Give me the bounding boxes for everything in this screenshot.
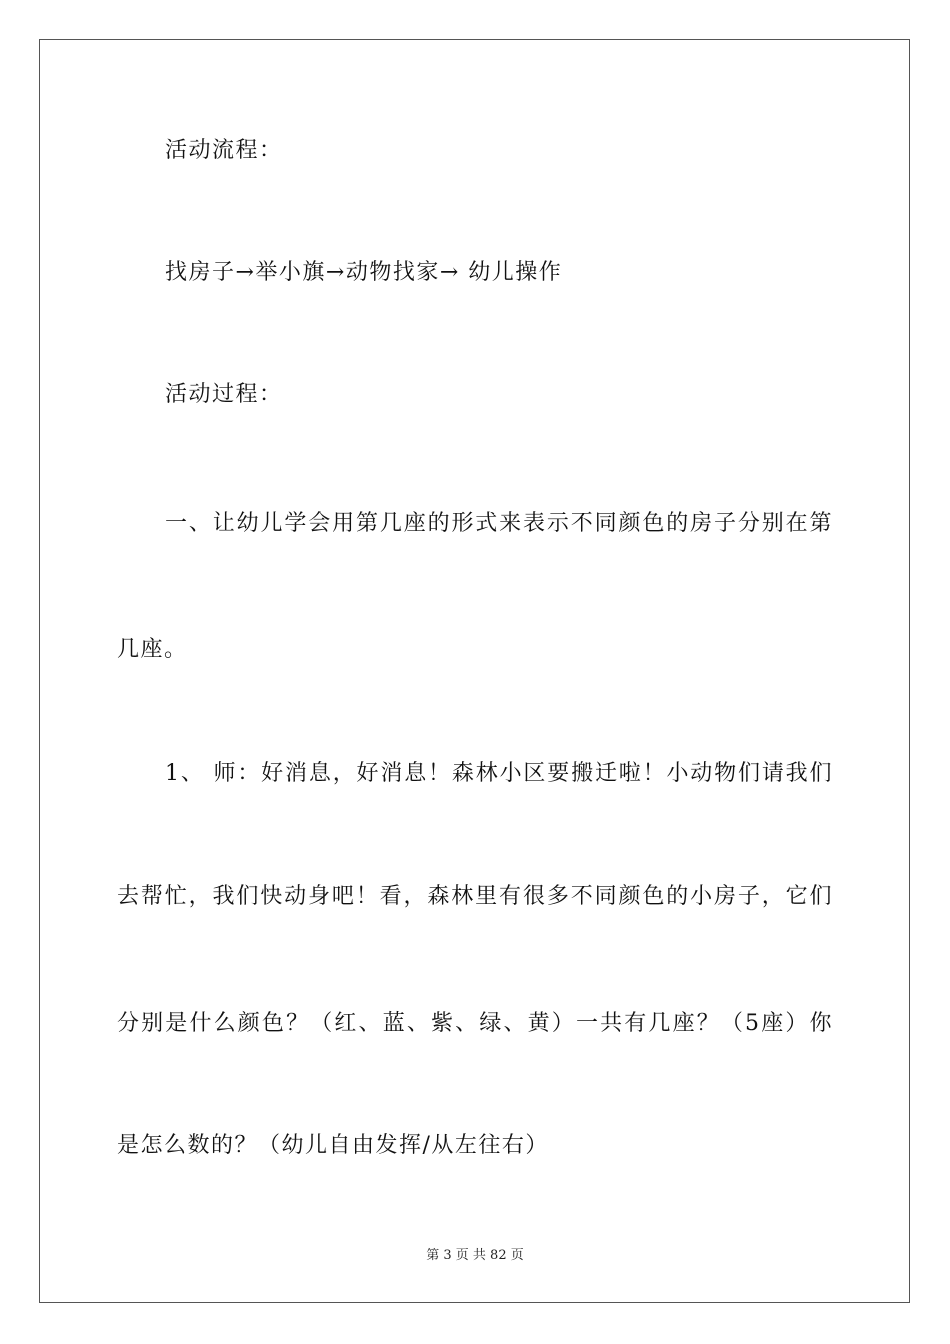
page-number-footer: 第 3 页 共 82 页	[426, 1248, 524, 1263]
page-border	[39, 39, 910, 1303]
activity-flow-steps: 找房子→举小旗→动物找家→ 幼儿操作	[165, 260, 563, 285]
paragraph-1-line-3: 分别是什么颜色？（红、蓝、紫、绿、黄）一共有几座？（5座）你	[117, 1011, 833, 1036]
paragraph-1-line-2: 去帮忙，我们快动身吧！看，森林里有很多不同颜色的小房子，它们	[117, 884, 833, 909]
heading-activity-process: 活动过程：	[165, 382, 283, 407]
paragraph-1-line-4: 是怎么数的？（幼儿自由发挥/从左往右）	[117, 1133, 549, 1158]
paragraph-1-line-1: 1、 师：好消息，好消息！森林小区要搬迁啦！小动物们请我们	[165, 761, 833, 786]
heading-activity-flow: 活动流程：	[165, 138, 283, 163]
section-one-line-1: 一、让幼儿学会用第几座的形式来表示不同颜色的房子分别在第	[165, 511, 833, 536]
section-one-line-2: 几座。	[117, 637, 188, 662]
